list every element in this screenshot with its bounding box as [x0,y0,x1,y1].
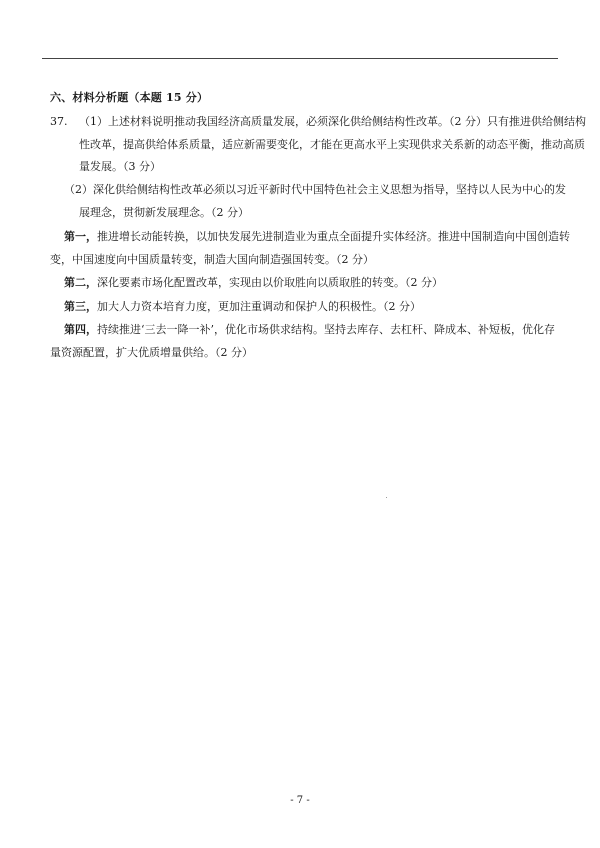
part2-line2: 展理念，贯彻新发展理念。（2 分） [79,206,249,219]
header-rule [42,58,558,59]
point-fourth-line2: 量资源配置，扩大优质增量供给。（2 分） [50,346,253,359]
point-first-text: 推进增长动能转换，以加快发展先进制造业为重点全面提升实体经济。推进中国制造向中国创造转 [97,230,570,243]
part1-line3: 量发展。（3 分） [79,160,161,173]
point-second [64,276,443,290]
point-first-line2: 变，中国速度向中国质量转变，制造大国向制造强国转变。（2 分） [50,253,374,266]
point-first-lead: 第一， [64,230,97,243]
section-heading: 六、材料分析题（本题 15 分） [50,91,209,104]
point-fourth-line1 [64,323,555,337]
point-second-text: 深化要素市场化配置改革，实现由以价取胜向以质取胜的转变。（2 分） [97,276,443,289]
point-fourth-lead: 第四， [64,323,97,336]
point-third [64,300,421,314]
question-number: 37. [50,115,68,128]
point-third-text: 加大人力资本培育力度，更加注重调动和保护人的积极性。（2 分） [97,300,421,313]
point-third-lead: 第三， [64,300,97,313]
point-first-line1 [64,230,570,244]
scan-speck [386,497,387,498]
page-number: - 7 - [290,795,310,806]
point-fourth-text: 持续推进‘三去一降一补’，优化市场供求结构。坚持去库存、去杠杆、降成本、补短板，优化存 [97,323,555,336]
point-second-lead: 第二， [64,276,97,289]
part1-line1: （1）上述材料说明推动我国经济高质量发展，必须深化供给侧结构性改革。（2 分）只有推进供给侧结构 [79,115,586,128]
part2-line1: （2）深化供给侧结构性改革必须以习近平新时代中国特色社会主义思想为指导，坚持以人民为中心的发 [64,183,566,196]
part1-line2: 性改革，提高供给体系质量，适应新需要变化，才能在更高水平上实现供求关系新的动态平衡，推动高质 [79,138,585,151]
